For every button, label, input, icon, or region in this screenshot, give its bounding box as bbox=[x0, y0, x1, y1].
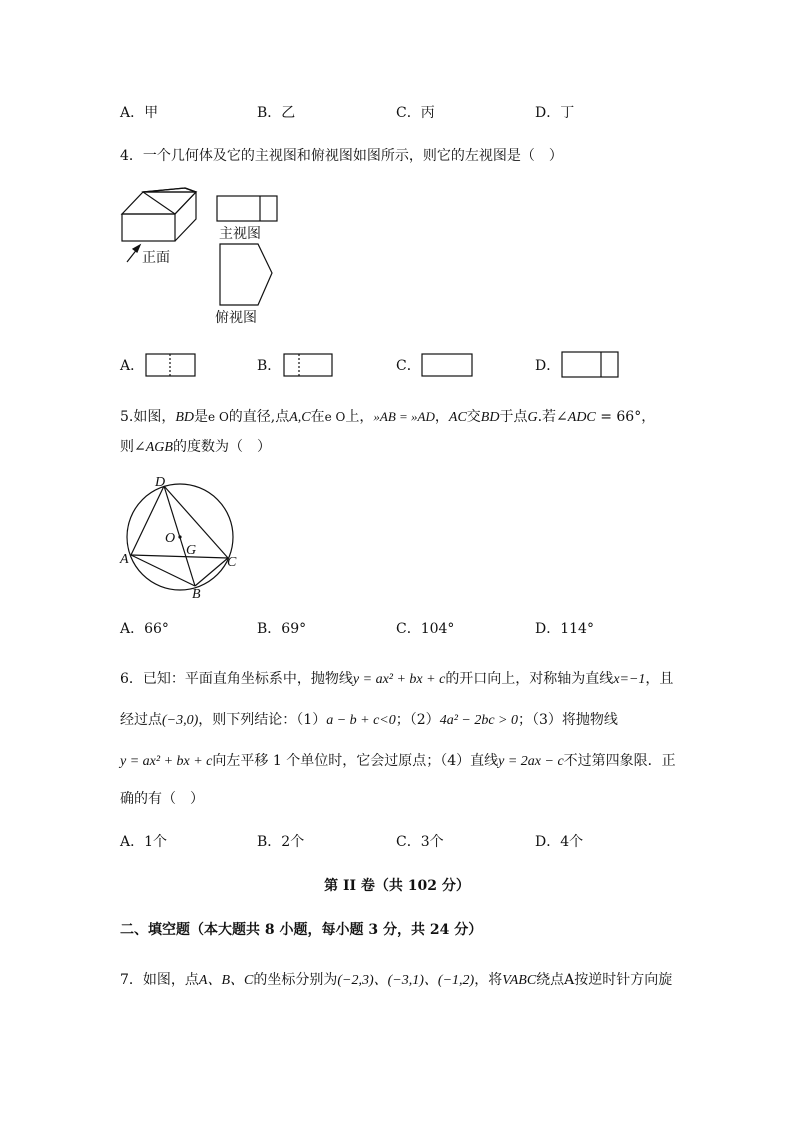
q6-option-c[interactable]: C．3个 bbox=[396, 834, 444, 850]
q6-option-a[interactable]: A．1个 bbox=[120, 834, 168, 850]
q5-option-a[interactable]: A．66° bbox=[120, 621, 169, 637]
q5-option-c[interactable]: C．104° bbox=[396, 621, 455, 637]
q4-option-a-label[interactable]: A． bbox=[120, 358, 145, 374]
label-a: A bbox=[120, 552, 129, 567]
q3-option-a[interactable]: A．甲 bbox=[120, 105, 159, 121]
section2-title: 第 II 卷（共 102 分） bbox=[324, 878, 470, 894]
q6-line1: 6．已知：平面直角坐标系中，抛物线y = ax² + bx + c的开口向上，对称轴为直线x=−1，且 bbox=[120, 671, 674, 687]
q3-option-c[interactable]: C．丙 bbox=[396, 105, 435, 121]
center-point bbox=[178, 535, 181, 538]
q6-line3: y = ax² + bx + c向左平移 1 个单位时，它会过原点；（4）直线y = 2ax − c不过第四象限．正 bbox=[120, 753, 676, 769]
q6-line4: 确的有（ ） bbox=[120, 791, 204, 807]
q4-option-b-label[interactable]: B． bbox=[257, 358, 282, 374]
q4-option-d-label[interactable]: D． bbox=[535, 358, 561, 374]
q4-stem: 4．一个几何体及它的主视图和俯视图如图所示，则它的左视图是（ ） bbox=[120, 148, 563, 164]
q7-stem: 7．如图，点A、B、C的坐标分别为(−2,3)、(−3,1)、(−1,2)，将VABC绕点A按逆时针方向旋 bbox=[120, 972, 673, 988]
q4-label-front: 正面 bbox=[142, 250, 170, 266]
q6-option-b[interactable]: B．2个 bbox=[257, 834, 305, 850]
segment-ab bbox=[131, 555, 195, 586]
q6-option-d[interactable]: D．4个 bbox=[535, 834, 584, 850]
q5-stem-line1: 5.如图，BD是e O的直径,点A,C在e O上，»AB = »AD，AC交BD于点G.若∠ADC = 66°， bbox=[120, 409, 656, 425]
q5-option-b[interactable]: B．69° bbox=[257, 621, 307, 637]
label-d: D bbox=[155, 475, 166, 490]
segment-bc bbox=[195, 558, 228, 586]
label-o: O bbox=[165, 531, 176, 546]
label-c: C bbox=[227, 555, 237, 570]
segment-ac bbox=[131, 555, 228, 558]
q4-option-c-label[interactable]: C． bbox=[396, 358, 421, 374]
q3-option-d[interactable]: D．丁 bbox=[535, 105, 575, 121]
segment-da bbox=[131, 486, 164, 555]
label-b: B bbox=[192, 587, 201, 602]
q3-option-b[interactable]: B．乙 bbox=[257, 105, 296, 121]
q5-stem-line2: 则∠AGB的度数为（ ） bbox=[120, 439, 271, 455]
q6-line2: 经过点(−3,0)，则下列结论：（1）a − b + c<0；（2）4a² − 2bc > 0；（3）将抛物线 bbox=[120, 712, 618, 728]
label-g: G bbox=[186, 543, 197, 558]
q5-option-d[interactable]: D．114° bbox=[535, 621, 594, 637]
q4-label-top-view: 俯视图 bbox=[215, 310, 257, 326]
q4-label-main-view: 主视图 bbox=[219, 226, 261, 242]
section2-heading: 二、填空题（本大题共 8 小题，每小题 3 分，共 24 分） bbox=[120, 922, 483, 938]
